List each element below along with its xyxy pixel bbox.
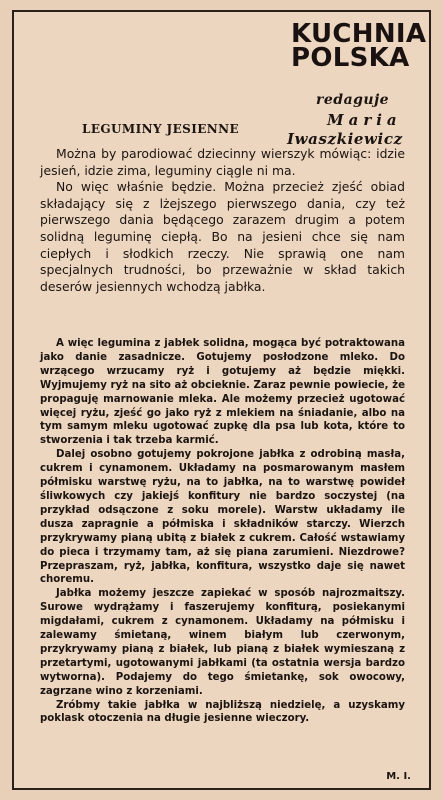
column-title-line1: KUCHNIA xyxy=(291,19,427,49)
column-title-line2: POLSKA xyxy=(291,43,410,73)
lead-paragraph: No więc właśnie będzie. Można przecież zjeść obiad składający się z lżejszego pierwszego dania, czy też pierwszego dania będącego zarazem drugim a potem solidną leguminę ciepłą. Bo na jesieni chce się nam ciepłych i słodkich rzeczy. Nie sprawią one nam specjalnych trudności, bo przeważnie w skład takich deserów jesiennych wchodzą jabłka. xyxy=(40,179,405,294)
author-first-name: Maria xyxy=(327,111,402,129)
article-lead xyxy=(40,146,405,295)
body-paragraph: Zróbmy takie jabłka w najbliższą niedzielę, a uzyskamy poklask otoczenia na długie jesienne wieczory. xyxy=(40,699,405,725)
article-headline: LEGUMINY JESIENNE xyxy=(82,122,240,136)
body-paragraph: Jabłka możemy jeszcze zapiekać w sposób najrozmaitszy. Surowe wydrążamy i faszerujemy konfiturą, posiekanymi migdałami, cukrem z cynamonem. Układamy na półmisku i zalewamy śmietaną, winem białym lub czerwonym, przykrywamy pianą z białek, lub pianą z białek wymieszaną z przetartymi, ugotowanymi jabłkami (ta ostatnia wersja bardzo wytworna). Podajemy do tego śmietankę, sok owocowy, zagrzane wino z korzeniami. xyxy=(40,588,405,697)
edited-by-label: redaguje xyxy=(316,92,390,108)
article-body xyxy=(40,337,405,726)
lead-paragraph: Można by parodiować dziecinny wierszyk mówiąc: idzie jesień, idzie zima, leguminy ciągle ni ma. xyxy=(40,146,405,178)
author-last-name: Iwaszkiewicz xyxy=(287,130,403,148)
body-paragraph: A więc legumina z jabłek solidna, mogąca być potraktowana jako danie zasadnicze. Gotujemy posłodzone mleko. Do wrzącego wrzucamy ryż i gotujemy aż będzie miękki. Wyjmujemy ryż na sito aż obcieknie. Zaraz pewnie powiecie, że propaguję marnowanie mleka. Ale możemy przecież ugotować więcej ryżu, zjeść go jako ryż z mlekiem na śniadanie, albo na tym samym mleku ugotować zupkę dla psa lub kota, które to stworzenia i tak trzeba karmić. xyxy=(40,338,405,447)
body-paragraph: Dalej osobno gotujemy pokrojone jabłka z odrobiną masła, cukrem i cynamonem. Układamy na posmarowanym masłem półmisku warstwę ryżu, na to jabłka, na to warstwę powideł śliwkowych czy jakiejś konfitury nie bardzo soczystej (na przykład odsączone z soku morele). Warstw układamy ile dusza zapragnie a półmiska i składników starczy. Wierzch przykrywamy pianą ubitą z białek z cukrem. Całość wstawiamy do pieca i trzymamy tam, aż się piana zarumieni. Niezdrowe? Przepraszam, ryż, jabłka, konfitura, wszystko daje się nawet choremu. xyxy=(40,449,405,586)
column-title xyxy=(291,19,441,73)
author-signature: M. I. xyxy=(386,771,411,782)
